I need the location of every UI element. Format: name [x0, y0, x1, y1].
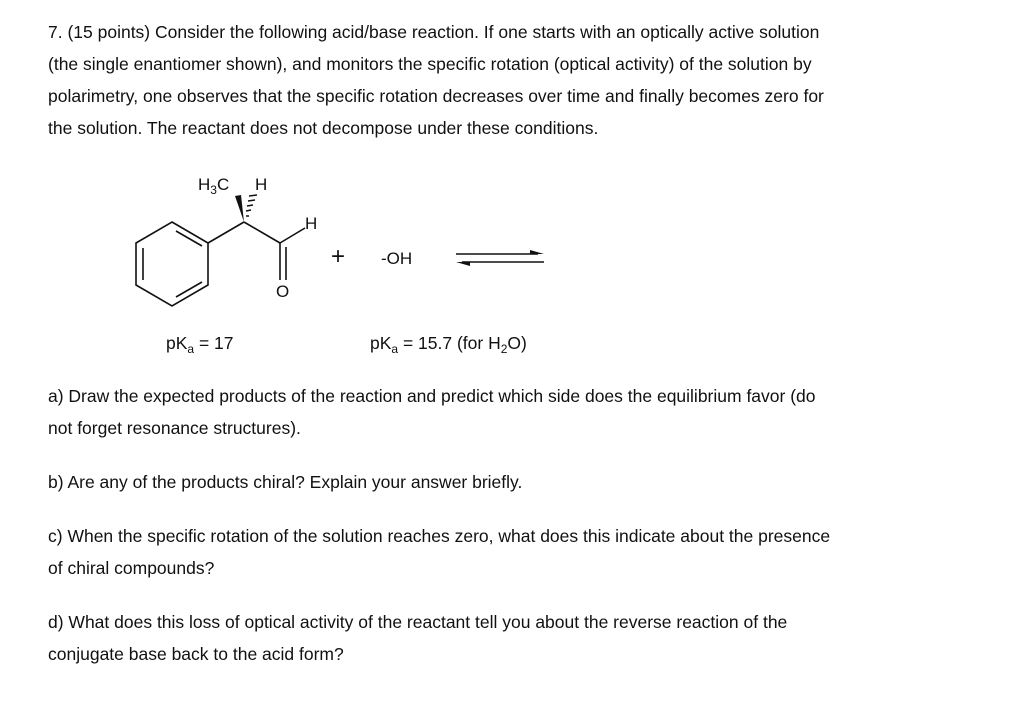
part-c-line-2: of chiral compounds?: [48, 558, 215, 578]
hashed-bond-h: [246, 195, 257, 216]
question-part-d: [48, 606, 1008, 670]
part-d-line-1: d) What does this loss of optical activity of the reactant tell you about the reverse reaction of the: [48, 612, 788, 632]
benzene-double-bond-3: [176, 282, 202, 297]
intro-line-4: the solution. The reactant does not decompose under these conditions.: [48, 118, 599, 138]
question-part-b: [48, 466, 1008, 498]
benzene-ring: [136, 222, 208, 306]
part-c-line-1: c) When the specific rotation of the solution reaches zero, what does this indicate about the presence: [48, 526, 831, 546]
reverse-arrow-head: [456, 262, 470, 266]
intro-line-1: 7. (15 points) Consider the following acid/base reaction. If one starts with an optically active solution: [48, 22, 820, 42]
aldehyde-h-label: H: [305, 214, 318, 233]
question-part-c: [48, 520, 1008, 584]
bond-ch2-stereocenter: [244, 222, 280, 243]
part-a-line-1: a) Draw the expected products of the reaction and predict which side does the equilibrium favor (do: [48, 386, 816, 406]
bond-stereocenter-aldehyde-h: [280, 228, 305, 243]
benzene-double-bond-2: [176, 231, 202, 246]
wedge-bond-methyl: [235, 195, 244, 222]
hydroxide-label: -OH: [381, 249, 413, 268]
intro-line-2: (the single enantiomer shown), and monitors the specific rotation (optical activity) of the solution by: [48, 54, 812, 74]
benzene-hexagon: [136, 222, 208, 306]
carbonyl-oxygen-label: O: [276, 282, 290, 301]
plus-sign: +: [331, 243, 346, 270]
bond-ring-ch2: [208, 222, 244, 243]
pka-water: $pK_a = 15.7$ (for $H_2O$): [370, 333, 527, 356]
part-b-line-1: b) Are any of the products chiral? Explain your answer briefly.: [48, 472, 523, 492]
stereocenter-h-label: H: [255, 175, 268, 194]
intro-line-3: polarimetry, one observes that the specific rotation decreases over time and finally becomes zero for: [48, 86, 824, 106]
forward-arrow-head: [530, 250, 544, 254]
part-a-line-2: not forget resonance structures).: [48, 418, 301, 438]
part-d-line-2: conjugate base back to the acid form?: [48, 644, 344, 664]
equilibrium-arrows: [456, 250, 544, 266]
methyl-label: $H_3C$: [198, 175, 230, 197]
carbon-chain: [208, 222, 305, 280]
pka-reactant: $pK_a = 17$: [166, 333, 234, 356]
question-part-a: [48, 380, 1008, 444]
